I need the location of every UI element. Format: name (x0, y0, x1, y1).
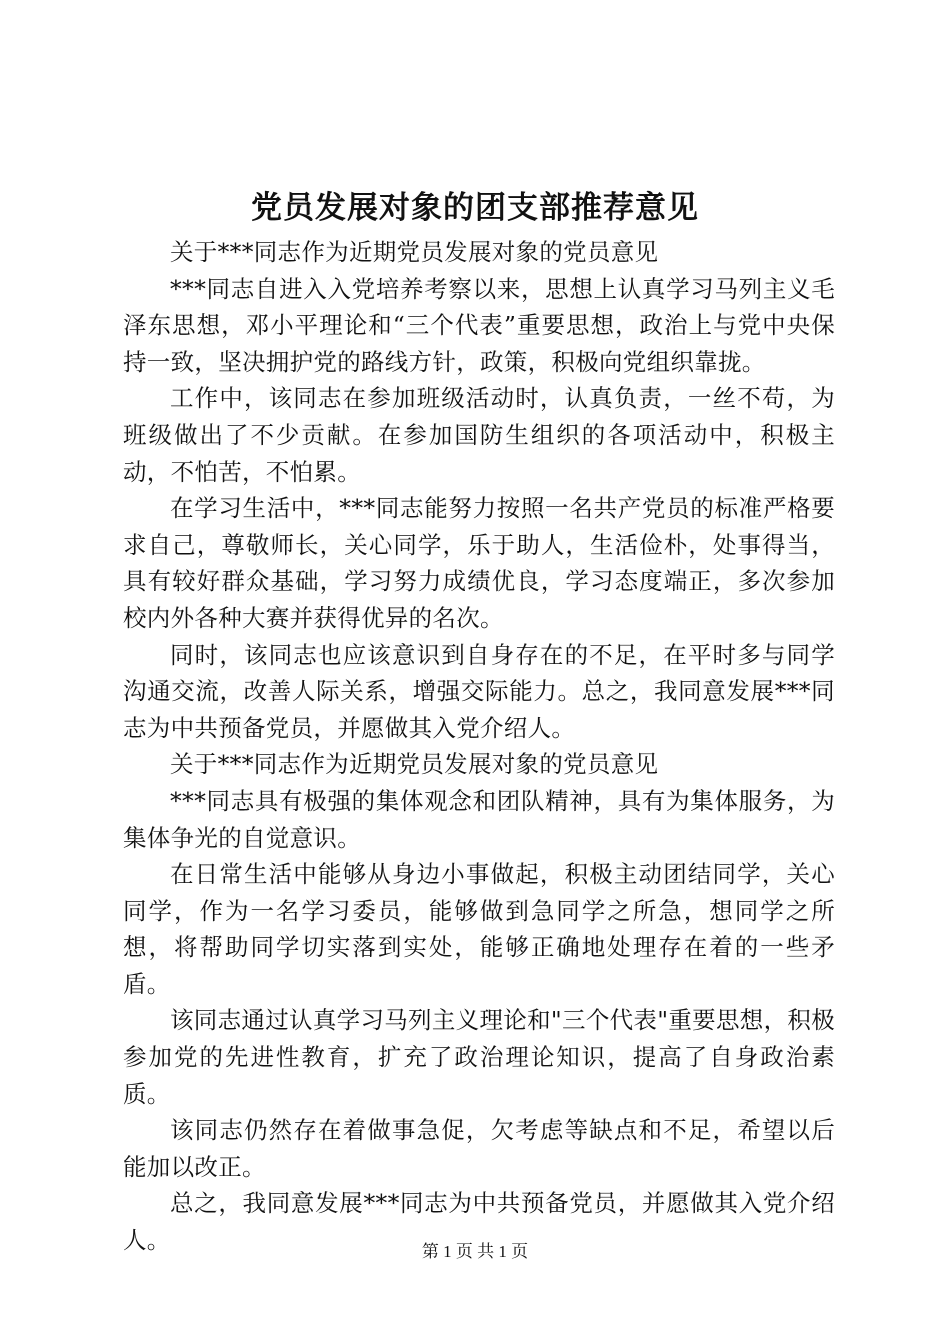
paragraph: ***同志具有极强的集体观念和团队精神，具有为集体服务，为集体争光的自觉意识。 (123, 786, 835, 852)
document-body (123, 234, 835, 1259)
document-title: 党员发展对象的团支部推荐意见 (251, 190, 699, 226)
paragraph: 关于***同志作为近期党员发展对象的党员意见 (170, 750, 659, 779)
paragraph: 同时，该同志也应该意识到自身存在的不足，在平时多与同学沟通交流，改善人际关系，增强交际能力。总之，我同意发展***同志为中共预备党员，并愿做其入党介绍人。 (123, 640, 835, 742)
paragraph: 该同志仍然存在着做事急促，欠考虑等缺点和不足，希望以后能加以改正。 (123, 1116, 835, 1181)
paragraph: 在学习生活中，***同志能努力按照一名共产党员的标准严格要求自己，尊敬师长，关心同学，乐于助人，生活俭朴，处事得当，具有较好群众基础，学习努力成绩优良，学习态度端正，多次参加校内外各种大赛并获得优异的名次。 (123, 494, 835, 632)
paragraph: 关于***同志作为近期党员发展对象的党员意见 (170, 238, 659, 266)
paragraph: ***同志自进入入党培养考察以来，思想上认真学习马列主义毛泽东思想，邓小平理论和“三个代表”重要思想，政治上与党中央保持一致，坚决拥护党的路线方针，政策，积极向党组织靠拢。 (123, 274, 835, 376)
page-number-footer: 第 1 页 共 1 页 (421, 1242, 529, 1261)
paragraph: 该同志通过认真学习马列主义理论和"三个代表"重要思想，积极参加党的先进性教育，扩充了政治理论知识，提高了自身政治素质。 (123, 1006, 835, 1108)
paragraph: 工作中，该同志在参加班级活动时，认真负责，一丝不苟，为班级做出了不少贡献。在参加国防生组织的各项活动中，积极主动，不怕苦，不怕累。 (123, 384, 835, 486)
paragraph: 在日常生活中能够从身边小事做起，积极主动团结同学，关心同学，作为一名学习委员，能够做到急同学之所急，想同学之所想，将帮助同学切实落到实处，能够正确地处理存在着的一些矛盾。 (123, 860, 835, 998)
paragraph: 总之，我同意发展***同志为中共预备党员，并愿做其入党介绍人。 (123, 1189, 835, 1255)
